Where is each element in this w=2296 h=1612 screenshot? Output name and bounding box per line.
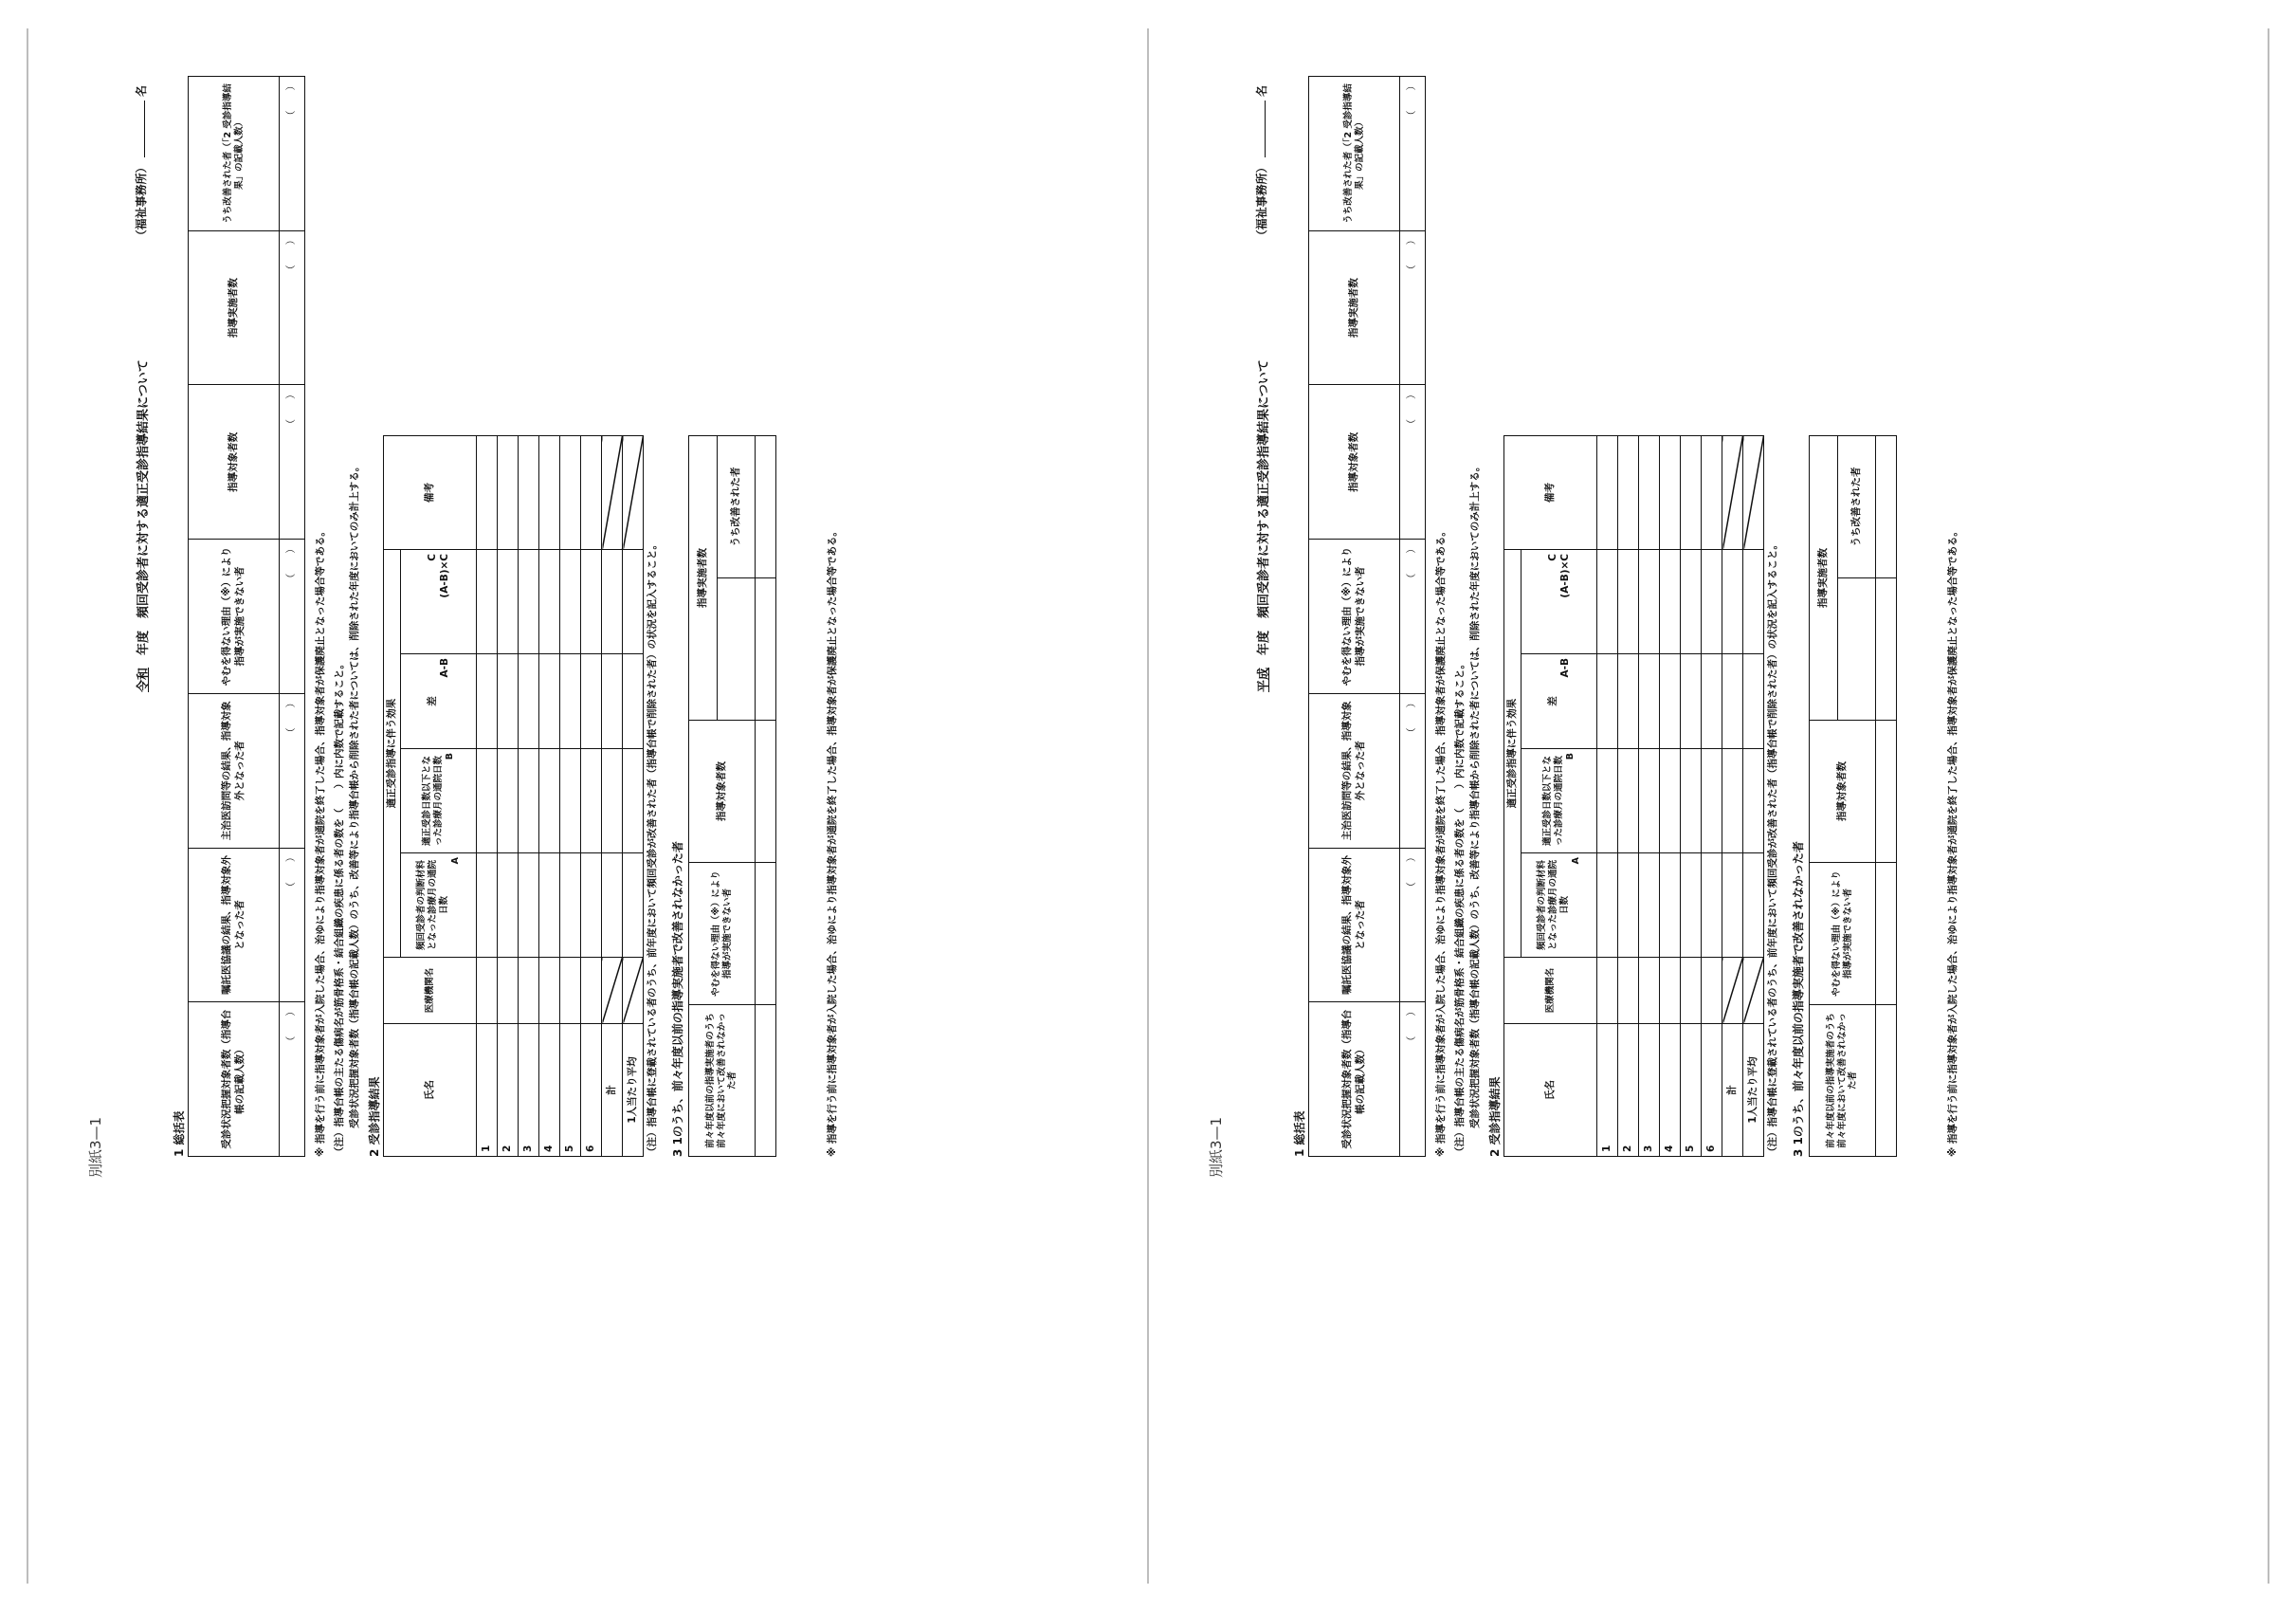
page-title <box>1253 359 1271 692</box>
col-header-days-a: 頻回受診者の判断材料となった診療月の通院日数 A <box>1522 853 1597 958</box>
cell <box>498 958 519 1024</box>
section-heading-followup: 3 1のうち、前々年度以前の指導実施者で改善されなかった者 <box>1792 841 1805 1157</box>
cell <box>519 436 539 550</box>
table-row <box>1660 436 1681 1157</box>
followup-cell <box>1876 578 1897 721</box>
cell <box>602 749 623 853</box>
note-star: ※ 指導を行う前に指導対象者が入院した場合、治ゆにより指導対象者が通院を終了した場合、指導対象者が保護廃止となった場合等である。 <box>1435 526 1447 1157</box>
title-text: 年度 頻回受診者に対する適正受診指導結果について <box>1257 359 1271 655</box>
cell <box>1743 654 1764 749</box>
cell <box>498 436 519 550</box>
cell <box>1618 853 1639 958</box>
summary-header: やむを得ない理由（※）により指導が実施できない者 <box>1309 540 1400 694</box>
note-star: ※ 指導を行う前に指導対象者が入院した場合、治ゆにより指導対象者が通院を終了した場合、指導対象者が保護廃止となった場合等である。 <box>315 526 326 1157</box>
summary-cell: （ ） <box>280 693 305 848</box>
followup-cell <box>1876 863 1897 1005</box>
note-c: （注）指導台帳に登載されている者のうち、前年度において頻回受診が改善された者（指導台帳で削除された者）の状況を記入すること。 <box>647 540 658 1157</box>
summary-cell: （ ） <box>280 385 305 540</box>
summary-header: 指導対象者数 <box>189 385 280 540</box>
cell <box>1660 853 1681 958</box>
summary-header: 指導対象者数 <box>1309 385 1400 540</box>
table-row <box>519 436 539 1157</box>
row-number: 4 <box>1660 1024 1681 1157</box>
summary-cell: （ ） <box>280 848 305 1002</box>
summary-header: 受診状況把握対象者数（指導台帳の記載人数） <box>1309 1002 1400 1157</box>
row-number: 4 <box>539 1024 560 1157</box>
col-header-days-b: 適正受診日数以下となった診療月の通院日数 B <box>1522 749 1597 853</box>
attachment-label: 別紙3—1 <box>87 1116 104 1178</box>
table-row <box>477 436 498 1157</box>
followup-header: 指導対象者数 <box>689 721 756 863</box>
col-header-remark: 備考 <box>384 436 477 550</box>
cell <box>1618 749 1639 853</box>
followup-cell <box>756 863 776 1005</box>
average-label: 1人当たり平均 <box>623 1024 644 1157</box>
cell <box>602 550 623 654</box>
row-number: 3 <box>519 1024 539 1157</box>
cell <box>539 853 560 958</box>
followup-cell <box>756 436 776 578</box>
cell <box>1681 550 1702 654</box>
col-header-diff: 差 A-B <box>1522 654 1597 749</box>
cell <box>1702 436 1722 550</box>
diagonal-cell <box>602 958 623 1024</box>
cell <box>560 853 581 958</box>
cell <box>1722 853 1743 958</box>
cell <box>581 958 602 1024</box>
cell <box>1681 749 1702 853</box>
table-row <box>1597 436 1618 1157</box>
cell <box>498 749 519 853</box>
summary-table <box>1308 76 1426 1157</box>
table-row <box>560 436 581 1157</box>
summary-header: 嘱託医協議の結果、指導対象外となった者 <box>1309 848 1400 1002</box>
cell <box>1681 958 1702 1024</box>
col-header-c: C (A-B)×C <box>1522 550 1597 654</box>
cell <box>1681 853 1702 958</box>
cell <box>1618 436 1639 550</box>
row-number: 6 <box>581 1024 602 1157</box>
summary-header: やむを得ない理由（※）により指導が実施できない者 <box>189 540 280 694</box>
followup-header: やむを得ない理由（※）により指導が実施できない者 <box>689 863 756 1005</box>
cell <box>1681 654 1702 749</box>
summary-header: 指導実施者数 <box>189 230 280 385</box>
cell <box>623 853 644 958</box>
diagonal-cell <box>623 958 644 1024</box>
cell <box>539 958 560 1024</box>
cell <box>539 749 560 853</box>
cell <box>539 436 560 550</box>
cell <box>1681 436 1702 550</box>
office-field <box>133 85 149 241</box>
row-number: 3 <box>1639 1024 1660 1157</box>
cell <box>498 654 519 749</box>
office-blank <box>144 101 145 157</box>
followup-cell <box>756 1005 776 1157</box>
diagonal-cell <box>1743 958 1764 1024</box>
diagonal-cell <box>1722 958 1743 1024</box>
col-header-diff: 差 A-B <box>401 654 477 749</box>
followup-header: 指導実施者数 <box>689 436 718 721</box>
followup-header: うち改善された者 <box>718 436 756 578</box>
attachment-label: 別紙3—1 <box>1208 1116 1225 1178</box>
summary-cell: （ ） <box>280 1002 305 1157</box>
followup-spacer <box>1838 578 1876 721</box>
average-label: 1人当たり平均 <box>1743 1024 1764 1157</box>
summary-cell: （ ） <box>1400 385 1426 540</box>
cell <box>1597 853 1618 958</box>
office-suffix: 名 <box>1255 85 1268 98</box>
cell <box>1597 550 1618 654</box>
col-header-effect-group: 適正受診指導に伴う効果 <box>384 550 401 958</box>
row-number: 5 <box>560 1024 581 1157</box>
summary-cell: （ ） <box>1400 540 1426 694</box>
cell <box>623 654 644 749</box>
followup-header: うち改善された者 <box>1838 436 1876 578</box>
followup-header: 前々年度以前の指導実施者のうち前々年度において改善されなかった者 <box>689 1005 756 1157</box>
page-title <box>133 359 151 692</box>
cell <box>477 958 498 1024</box>
cell <box>498 550 519 654</box>
followup-cell <box>756 721 776 863</box>
col-header-days-a: 頻回受診者の判断材料となった診療月の通院日数 A <box>401 853 477 958</box>
note-star-2: ※ 指導を行う前に指導対象者が入院した場合、治ゆにより指導対象者が通院を終了した場合、指導対象者が保護廃止となった場合等である。 <box>1947 526 1959 1157</box>
row-number: 6 <box>1702 1024 1722 1157</box>
cell <box>519 958 539 1024</box>
cell <box>539 654 560 749</box>
table-row <box>1618 436 1639 1157</box>
summary-cell: （ ） <box>280 77 305 231</box>
cell <box>1660 654 1681 749</box>
table-row <box>1639 436 1660 1157</box>
cell <box>1660 958 1681 1024</box>
title-text: 年度 頻回受診者に対する適正受診指導結果について <box>137 359 151 655</box>
section-heading-followup: 3 1のうち、前々年度以前の指導実施者で改善されなかった者 <box>671 841 684 1157</box>
cell <box>519 853 539 958</box>
cell <box>1639 749 1660 853</box>
total-label: 計 <box>602 1024 623 1157</box>
cell <box>1618 550 1639 654</box>
cell <box>581 436 602 550</box>
cell <box>581 749 602 853</box>
cell <box>477 436 498 550</box>
cell <box>623 550 644 654</box>
note-b: 受診状況把握対象者数（指導台帳の記載人数）のうち、改善等により指導台帳から削除された者については、削除された年度においてのみ計上する。 <box>349 461 360 1128</box>
cell <box>1743 749 1764 853</box>
summary-cell: （ ） <box>1400 693 1426 848</box>
note-c: （注）指導台帳に登載されている者のうち、前年度において頻回受診が改善された者（指導台帳で削除された者）の状況を記入すること。 <box>1767 540 1778 1157</box>
followup-cell <box>1876 721 1897 863</box>
col-header-hospital: 医療機関名 <box>384 958 477 1024</box>
office-label: （福祉事務所） <box>1255 161 1268 242</box>
cell <box>1639 436 1660 550</box>
followup-header: やむを得ない理由（※）により指導が実施できない者 <box>1810 863 1876 1005</box>
results-table <box>383 435 644 1157</box>
note-a: （注）指導台帳の主たる傷病名が筋骨格系・結合組織の疾患に係る者の数を（ ）内に内数で記載すること。 <box>1454 659 1466 1157</box>
cell <box>477 654 498 749</box>
summary-cell: （ ） <box>1400 230 1426 385</box>
col-header-effect-group: 適正受診指導に伴う効果 <box>1504 550 1522 958</box>
table-row <box>539 436 560 1157</box>
note-star-2: ※ 指導を行う前に指導対象者が入院した場合、治ゆにより指導対象者が通院を終了した場合、指導対象者が保護廃止となった場合等である。 <box>827 526 838 1157</box>
cell <box>1660 550 1681 654</box>
cell <box>623 749 644 853</box>
table-row <box>1702 436 1722 1157</box>
cell <box>1722 654 1743 749</box>
cell <box>1597 436 1618 550</box>
cell <box>1722 749 1743 853</box>
cell <box>1639 958 1660 1024</box>
cell <box>1702 654 1722 749</box>
sheet <box>76 47 1119 1185</box>
document-page-left <box>38 0 1157 1612</box>
followup-spacer <box>718 578 756 721</box>
cell <box>477 550 498 654</box>
diagonal-cell <box>623 436 644 550</box>
table-row <box>581 436 602 1157</box>
diagonal-cell <box>1722 436 1743 550</box>
row-number: 1 <box>1597 1024 1618 1157</box>
results-table <box>1503 435 1764 1157</box>
cell <box>1702 958 1722 1024</box>
summary-header: 主治医訪問等の結果、指導対象外となった者 <box>1309 693 1400 848</box>
cell <box>1639 550 1660 654</box>
cell <box>1597 749 1618 853</box>
office-suffix: 名 <box>135 85 148 98</box>
col-header-name: 氏名 <box>384 1024 477 1157</box>
cell <box>1743 853 1764 958</box>
cell <box>539 550 560 654</box>
cell <box>1618 958 1639 1024</box>
diagonal-cell <box>602 436 623 550</box>
followup-cell <box>1876 436 1897 578</box>
cell <box>1702 749 1722 853</box>
section-heading-results: 2 受診指導結果 <box>368 1076 381 1157</box>
row-number: 2 <box>1618 1024 1639 1157</box>
summary-cell: （ ） <box>1400 848 1426 1002</box>
cell <box>560 436 581 550</box>
followup-header: 指導対象者数 <box>1810 721 1876 863</box>
cell <box>477 853 498 958</box>
followup-header: 指導実施者数 <box>1810 436 1838 721</box>
note-b: 受診状況把握対象者数（指導台帳の記載人数）のうち、改善等により指導台帳から削除された者については、削除された年度においてのみ計上する。 <box>1469 461 1481 1128</box>
summary-header: 指導実施者数 <box>1309 230 1400 385</box>
cell <box>581 853 602 958</box>
col-header-name: 氏名 <box>1504 1024 1597 1157</box>
table-row <box>1681 436 1702 1157</box>
cell <box>560 550 581 654</box>
cell <box>581 550 602 654</box>
row-number: 2 <box>498 1024 519 1157</box>
followup-cell <box>1876 1005 1897 1157</box>
summary-table <box>188 76 305 1157</box>
sheet <box>1196 47 2239 1185</box>
cell <box>519 749 539 853</box>
followup-table <box>1809 435 1897 1157</box>
total-label: 計 <box>1722 1024 1743 1157</box>
cell <box>1743 550 1764 654</box>
col-header-remark: 備考 <box>1504 436 1597 550</box>
cell <box>602 853 623 958</box>
row-number: 5 <box>1681 1024 1702 1157</box>
cell <box>1639 654 1660 749</box>
section-heading-summary: 1 総括表 <box>173 1110 186 1157</box>
col-header-c: C (A-B)×C <box>401 550 477 654</box>
left-margin-line <box>27 28 28 1584</box>
diagonal-cell <box>1743 436 1764 550</box>
cell <box>477 749 498 853</box>
cell <box>1597 654 1618 749</box>
col-header-days-b: 適正受診日数以下となった診療月の通院日数 B <box>401 749 477 853</box>
document-page-right <box>1158 0 2277 1612</box>
summary-header: うち改善された者（「2 受診指導結果」の記載人数） <box>189 77 280 231</box>
cell <box>560 654 581 749</box>
cell <box>560 958 581 1024</box>
summary-cell: （ ） <box>1400 1002 1426 1157</box>
cell <box>1722 550 1743 654</box>
row-number: 1 <box>477 1024 498 1157</box>
cell <box>1597 958 1618 1024</box>
section-heading-summary: 1 総括表 <box>1293 1110 1306 1157</box>
cell <box>498 853 519 958</box>
cell <box>560 749 581 853</box>
summary-header: うち改善された者（「2 受診指導結果」の記載人数） <box>1309 77 1400 231</box>
office-field <box>1253 85 1269 241</box>
summary-cell: （ ） <box>280 540 305 694</box>
summary-header: 受診状況把握対象者数（指導台帳の記載人数） <box>189 1002 280 1157</box>
col-header-hospital: 医療機関名 <box>1504 958 1597 1024</box>
era-label: 令和 <box>137 667 151 692</box>
cell <box>602 654 623 749</box>
cell <box>519 654 539 749</box>
cell <box>1639 853 1660 958</box>
section-heading-results: 2 受診指導結果 <box>1488 1076 1502 1157</box>
office-label: （福祉事務所） <box>135 161 148 242</box>
cell <box>1702 853 1722 958</box>
era-label: 平成 <box>1257 667 1271 692</box>
cell <box>1660 749 1681 853</box>
office-blank <box>1265 101 1266 157</box>
cell <box>1660 436 1681 550</box>
table-row <box>498 436 519 1157</box>
summary-header: 嘱託医協議の結果、指導対象外となった者 <box>189 848 280 1002</box>
cell <box>581 654 602 749</box>
cell <box>1618 654 1639 749</box>
cell <box>519 550 539 654</box>
cell <box>1702 550 1722 654</box>
summary-header: 主治医訪問等の結果、指導対象外となった者 <box>189 693 280 848</box>
summary-cell: （ ） <box>280 230 305 385</box>
summary-cell: （ ） <box>1400 77 1426 231</box>
followup-header: 前々年度以前の指導実施者のうち前々年度において改善されなかった者 <box>1810 1005 1876 1157</box>
followup-table <box>688 435 776 1157</box>
note-a: （注）指導台帳の主たる傷病名が筋骨格系・結合組織の疾患に係る者の数を（ ）内に内数で記載すること。 <box>334 659 345 1157</box>
followup-cell <box>756 578 776 721</box>
